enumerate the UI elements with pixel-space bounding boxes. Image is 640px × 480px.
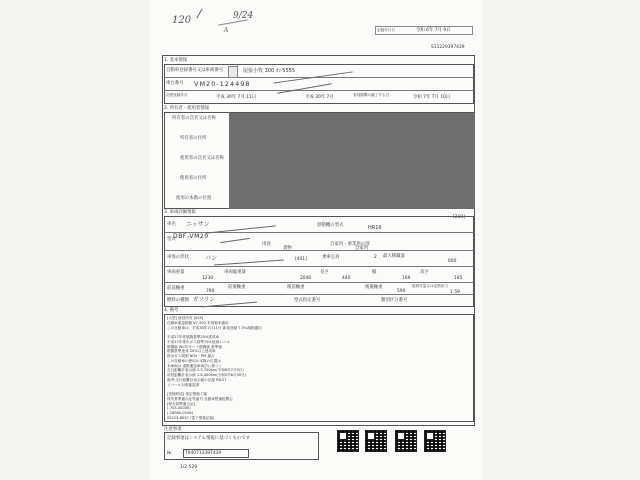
section3-code: [210] [453, 215, 465, 220]
gross-value: 2040 [300, 276, 312, 281]
front-front-axle-value: 790 [206, 289, 215, 294]
private-value: 自家用 [355, 246, 369, 251]
use-value: 貨物 [283, 246, 292, 251]
issue-date-label: 記録年月日 [377, 28, 395, 32]
remark-line: 平成27年度燃費基準25%達成車 [167, 335, 220, 339]
remark-line: 前回距離計表示値 1.8,400km(令和5年6月30日) [167, 373, 247, 377]
shape-value: バン [205, 255, 218, 262]
remark-line: (-16080-0106) [167, 411, 193, 415]
rear-front-axle-label: 後前軸重 [287, 285, 305, 290]
engine-value: HR16 [368, 225, 382, 231]
divider [164, 282, 474, 283]
remark-line: [保安基準適合証] [167, 401, 195, 406]
expiry-label: 有効期間の満了する日 [353, 93, 389, 97]
redaction-block [229, 113, 475, 209]
remark-line: 走行距離計表示値 2.5,700km(令和6年7月9日) [167, 368, 244, 373]
qr-code-2 [365, 430, 387, 452]
handwritten-date: 9/24 [233, 11, 254, 21]
front-front-axle-label: 前前軸重 [167, 286, 185, 291]
issue-date-box [375, 26, 473, 35]
remark-line: 05213-8037 (電子情報記録) [167, 415, 215, 420]
maker-label: 車名 [167, 222, 176, 227]
remark-line: 自動車重量税額 ¥7,500 本則税率適用 [167, 320, 229, 325]
displacement-value: 1.59 [450, 290, 460, 295]
remark-line: [受検時届] 指定整備工場 [167, 392, 207, 396]
registration-label: 自動車登録番号又は車両番号 [166, 68, 224, 73]
capacity-label: 乗車定員 [322, 255, 340, 260]
height-label: 高さ [420, 270, 429, 275]
section3-heading: 3. 車両詳細情報 [164, 210, 196, 215]
remark-line: 本車両は 道路運送車両法に基づく [167, 363, 223, 368]
length-label: 長さ [320, 270, 329, 275]
type-designation-label: 型式指定番号 [294, 298, 321, 303]
capacity-value: 2 [374, 255, 377, 260]
first-registration-label: 初度登録年月 [166, 93, 188, 97]
first-registration-value: 平成 30年 7月 11日 [216, 95, 257, 100]
qr-code-3 [395, 430, 417, 452]
first-registration-month: 平成 30年 7月 [305, 95, 334, 100]
remark-line: 平成17年排出ガス基準75%低減レベル [167, 339, 230, 344]
sheet-number: T940713397439 [185, 451, 222, 456]
section2-heading: 2. 所有者・使用者情報 [164, 106, 210, 111]
engine-label: 原動機の型式 [317, 223, 344, 228]
user-name-label: 使用者の氏名又は名称 [180, 156, 224, 161]
expiry-value: 令和 7年 7月 10日 [413, 95, 451, 100]
qr-code-4 [424, 430, 446, 452]
shape-code: [401] [295, 257, 307, 262]
fuel-label: 燃料の種類 [167, 298, 189, 303]
notice-line: 記録事項はシステム情報に基づくものです [167, 436, 250, 441]
remark-line: 排出ガス規制 NOx・PM 適合 [167, 354, 215, 358]
remark-line: リコール対象確認済 [167, 382, 200, 387]
owner-name-label: 所有者の氏名又は名称 [172, 116, 216, 121]
fuel-value: ガソリン [193, 297, 216, 303]
height-value: 185 [454, 276, 463, 281]
remark-line: (-703-00000) [167, 406, 191, 411]
maker-value: ニッサン [186, 221, 210, 228]
weight-value: 1230 [202, 276, 214, 281]
rear-rear-axle-value: 590 [397, 289, 406, 294]
divider [164, 266, 474, 267]
shape-label: 車体の形状 [167, 255, 189, 260]
width-value: 169 [402, 276, 411, 281]
registration-value: 尾張小牧 300 わ 5555 [243, 68, 296, 74]
width-label: 幅 [372, 270, 377, 275]
remark-line: [大型] 統括所有 [055] [167, 316, 204, 320]
qr-code-1 [337, 430, 359, 452]
section4-heading: 4. 備考 [164, 308, 179, 313]
remark-line: 燃費値 WLTCモード燃費値 基準値 [167, 344, 222, 349]
remark-line: 保安基準適合証等番号 自動車整備振興会 [167, 396, 233, 401]
load-value: 600 [448, 259, 457, 264]
weight-label: 車両重量 [167, 270, 185, 275]
model-label: 型式 [167, 237, 176, 242]
page-reference: 1/2-529 [180, 465, 198, 470]
handwritten-slash [196, 8, 202, 18]
front-rear-axle-label: 前後軸重 [228, 285, 246, 290]
sheet-number-label: № [167, 451, 172, 456]
divider [164, 90, 474, 91]
owner-address-label: 所有者の住所 [180, 136, 207, 141]
model-value: DBF-VM20 [173, 233, 209, 240]
gross-label: 車両総重量 [224, 270, 246, 275]
issue-date-value: 令和 6年 7月 9日 [416, 28, 451, 33]
vin-label: 車台番号 [166, 81, 184, 86]
section1-heading: 1. 基本情報 [164, 58, 188, 63]
remark-line: この自動車の使用の本拠の位置は [167, 358, 221, 363]
remark-line: この自動車は、平成30年7月11日 新規登録 7.5%減税適用 [167, 325, 262, 330]
remark-line: 燃費基準達成 20%以上達成車 [167, 349, 216, 354]
stamp-box [228, 66, 238, 78]
divider [164, 250, 474, 251]
private-label: 自家用・事業用の別 [330, 242, 370, 247]
remark-line: 備考:走行距離計表示値の記録 R6.07 [167, 377, 227, 382]
notice-heading: 注意事項 [164, 427, 182, 432]
handwritten-number: 120 [172, 15, 192, 26]
user-address-label: 使用者の住所 [180, 176, 207, 181]
handwritten-mark: A [224, 27, 229, 34]
inspection-certificate-document [150, 0, 482, 480]
length-value: 440 [342, 276, 351, 281]
category-label: 類別区分番号 [381, 298, 408, 303]
displacement-label: 総排気量又は定格出力 [412, 284, 448, 288]
base-location-label: 使用の本拠の位置 [176, 196, 212, 201]
use-label: 用途 [262, 242, 271, 247]
document-id: S11229397439 [431, 45, 465, 50]
load-label: 最大積載量 [383, 254, 405, 259]
vin-value: VM20-124498 [194, 80, 251, 88]
rear-rear-axle-label: 後後軸重 [365, 285, 383, 290]
